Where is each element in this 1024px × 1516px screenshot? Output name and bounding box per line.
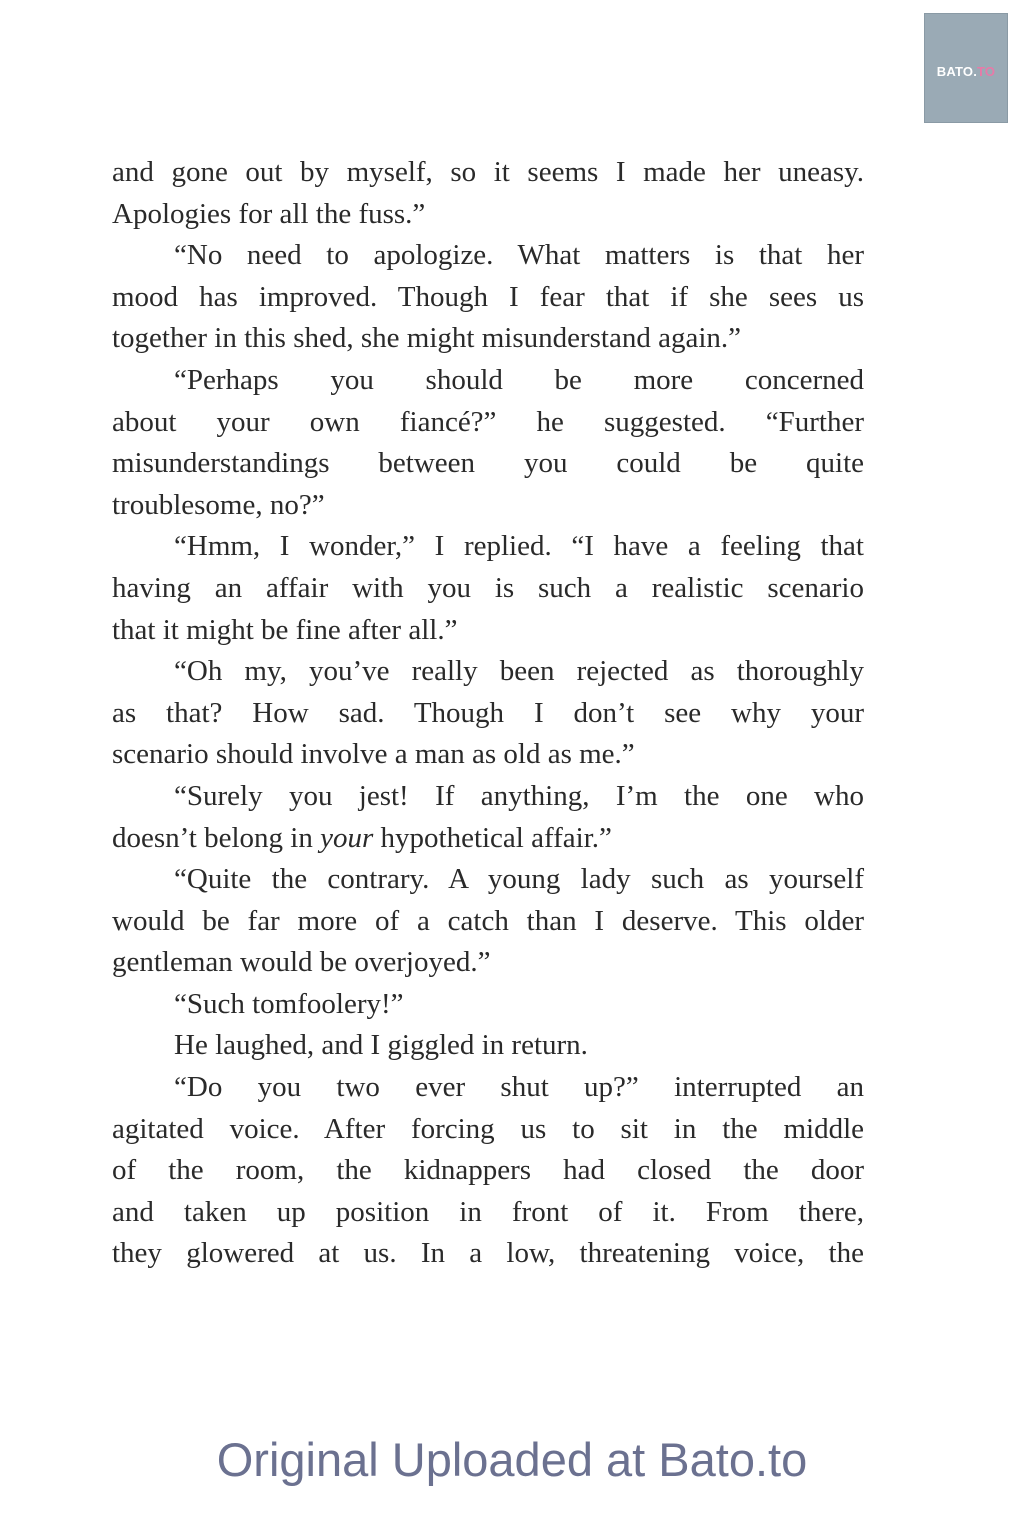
text-line: of the room, the kidnappers had closed the door bbox=[112, 1154, 864, 1187]
text-line: they glowered at us. In a low, threatening voice, the bbox=[112, 1237, 864, 1270]
text-line: as that? How sad. Though I don’t see why your bbox=[112, 696, 864, 729]
text-line: Apologies for all the fuss.” bbox=[112, 197, 426, 230]
text-line-with-italic bbox=[112, 818, 864, 860]
book-page-text bbox=[112, 152, 864, 1275]
text-line: “Surely you jest! If anything, I’m the one who bbox=[174, 779, 864, 812]
text-line: troublesome, no?” bbox=[112, 488, 325, 521]
text-line: scenario should involve a man as old as me.” bbox=[112, 738, 635, 771]
text-line: together in this shed, she might misunderstand again.” bbox=[112, 322, 742, 355]
text-line: “Do you two ever shut up?” interrupted an bbox=[174, 1071, 864, 1104]
text-line: and gone out by myself, so it seems I made her uneasy. bbox=[112, 156, 864, 188]
text-line: would be far more of a catch than I deserve. This older bbox=[112, 904, 864, 937]
text-line: “Oh my, you’ve really been rejected as thoroughly bbox=[174, 655, 864, 688]
text-line: about your own fiancé?” he suggested. “Further bbox=[112, 405, 864, 438]
text-line: “No need to apologize. What matters is that her bbox=[174, 239, 864, 272]
bato-watermark-accent: TO bbox=[977, 64, 996, 79]
text-line: misunderstandings between you could be quite bbox=[112, 447, 864, 480]
text-line: “Quite the contrary. A young lady such as yourself bbox=[174, 863, 864, 896]
text-segment: doesn’t belong in bbox=[112, 821, 321, 854]
text-line: He laughed, and I giggled in return. bbox=[174, 1029, 588, 1062]
bato-watermark-text bbox=[937, 64, 995, 79]
text-line: that it might be fine after all.” bbox=[112, 613, 458, 646]
text-line: “Hmm, I wonder,” I replied. “I have a feeling that bbox=[174, 530, 864, 563]
bato-watermark-brand: BATO. bbox=[936, 64, 978, 79]
text-line: “Such tomfoolery!” bbox=[174, 987, 404, 1020]
upload-credit-footer: Original Uploaded at Bato.to bbox=[216, 1433, 808, 1486]
bato-watermark-badge bbox=[924, 13, 1008, 123]
text-segment: hypothetical affair.” bbox=[373, 821, 612, 854]
text-line: “Perhaps you should be more concerned bbox=[174, 363, 864, 396]
italic-emphasis: your bbox=[320, 821, 374, 854]
text-line: agitated voice. After forcing us to sit in the middle bbox=[112, 1112, 864, 1145]
text-line: and taken up position in front of it. From there, bbox=[112, 1195, 864, 1228]
text-line: gentleman would be overjoyed.” bbox=[112, 946, 491, 979]
text-line: having an affair with you is such a realistic scenario bbox=[112, 571, 864, 604]
text-line: mood has improved. Though I fear that if she sees us bbox=[112, 280, 864, 313]
